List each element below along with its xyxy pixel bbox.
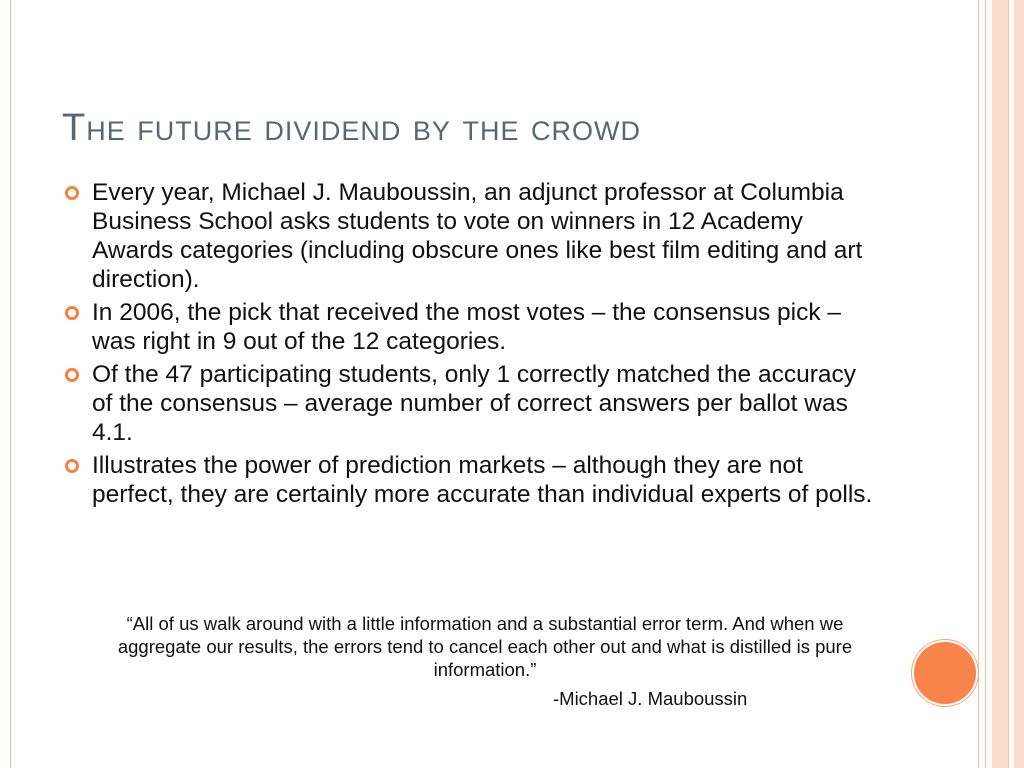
bullet-item xyxy=(62,298,882,356)
right-stripe xyxy=(985,0,986,768)
bullet-text: In 2006, the pick that received the most votes – the consensus pick – was right in 9 out of the 12 categories. xyxy=(92,299,842,355)
slide-title: The future dividend by the crowd xyxy=(62,107,642,149)
quote-attribution: -Michael J. Mauboussin xyxy=(553,688,748,709)
bullet-item xyxy=(62,451,882,509)
quote-text: “All of us walk around with a little information and a substantial error term. And when we aggregate our results, the errors tend to cancel each other out and what is distilled is pure information.” xyxy=(117,613,853,680)
right-stripe xyxy=(1014,0,1024,768)
bullet-item xyxy=(62,360,882,447)
circle-bullet-icon xyxy=(65,186,79,200)
orange-circle-decoration xyxy=(912,640,978,706)
bullet-text: Of the 47 participating students, only 1 correctly matched the accuracy of the consensus – average number of correct answers per ballot was 4.1. xyxy=(92,361,856,446)
circle-bullet-icon xyxy=(65,459,79,473)
bullet-text: Every year, Michael J. Mauboussin, an adjunct professor at Columbia Business School asks students to vote on winners in 12 Academy Awards categories (including obscure ones like best film editing and art direction). xyxy=(92,179,863,293)
circle-bullet-icon xyxy=(65,368,79,382)
right-stripe xyxy=(978,0,979,768)
right-stripe xyxy=(1008,0,1009,768)
left-border-line xyxy=(10,0,11,768)
bullet-list xyxy=(62,178,882,513)
circle-bullet-icon xyxy=(65,306,79,320)
right-stripe xyxy=(992,0,1008,768)
bullet-text: Illustrates the power of prediction markets – although they are not perfect, they are certainly more accurate than individual experts of polls. xyxy=(92,452,873,508)
bullet-item xyxy=(62,178,882,294)
